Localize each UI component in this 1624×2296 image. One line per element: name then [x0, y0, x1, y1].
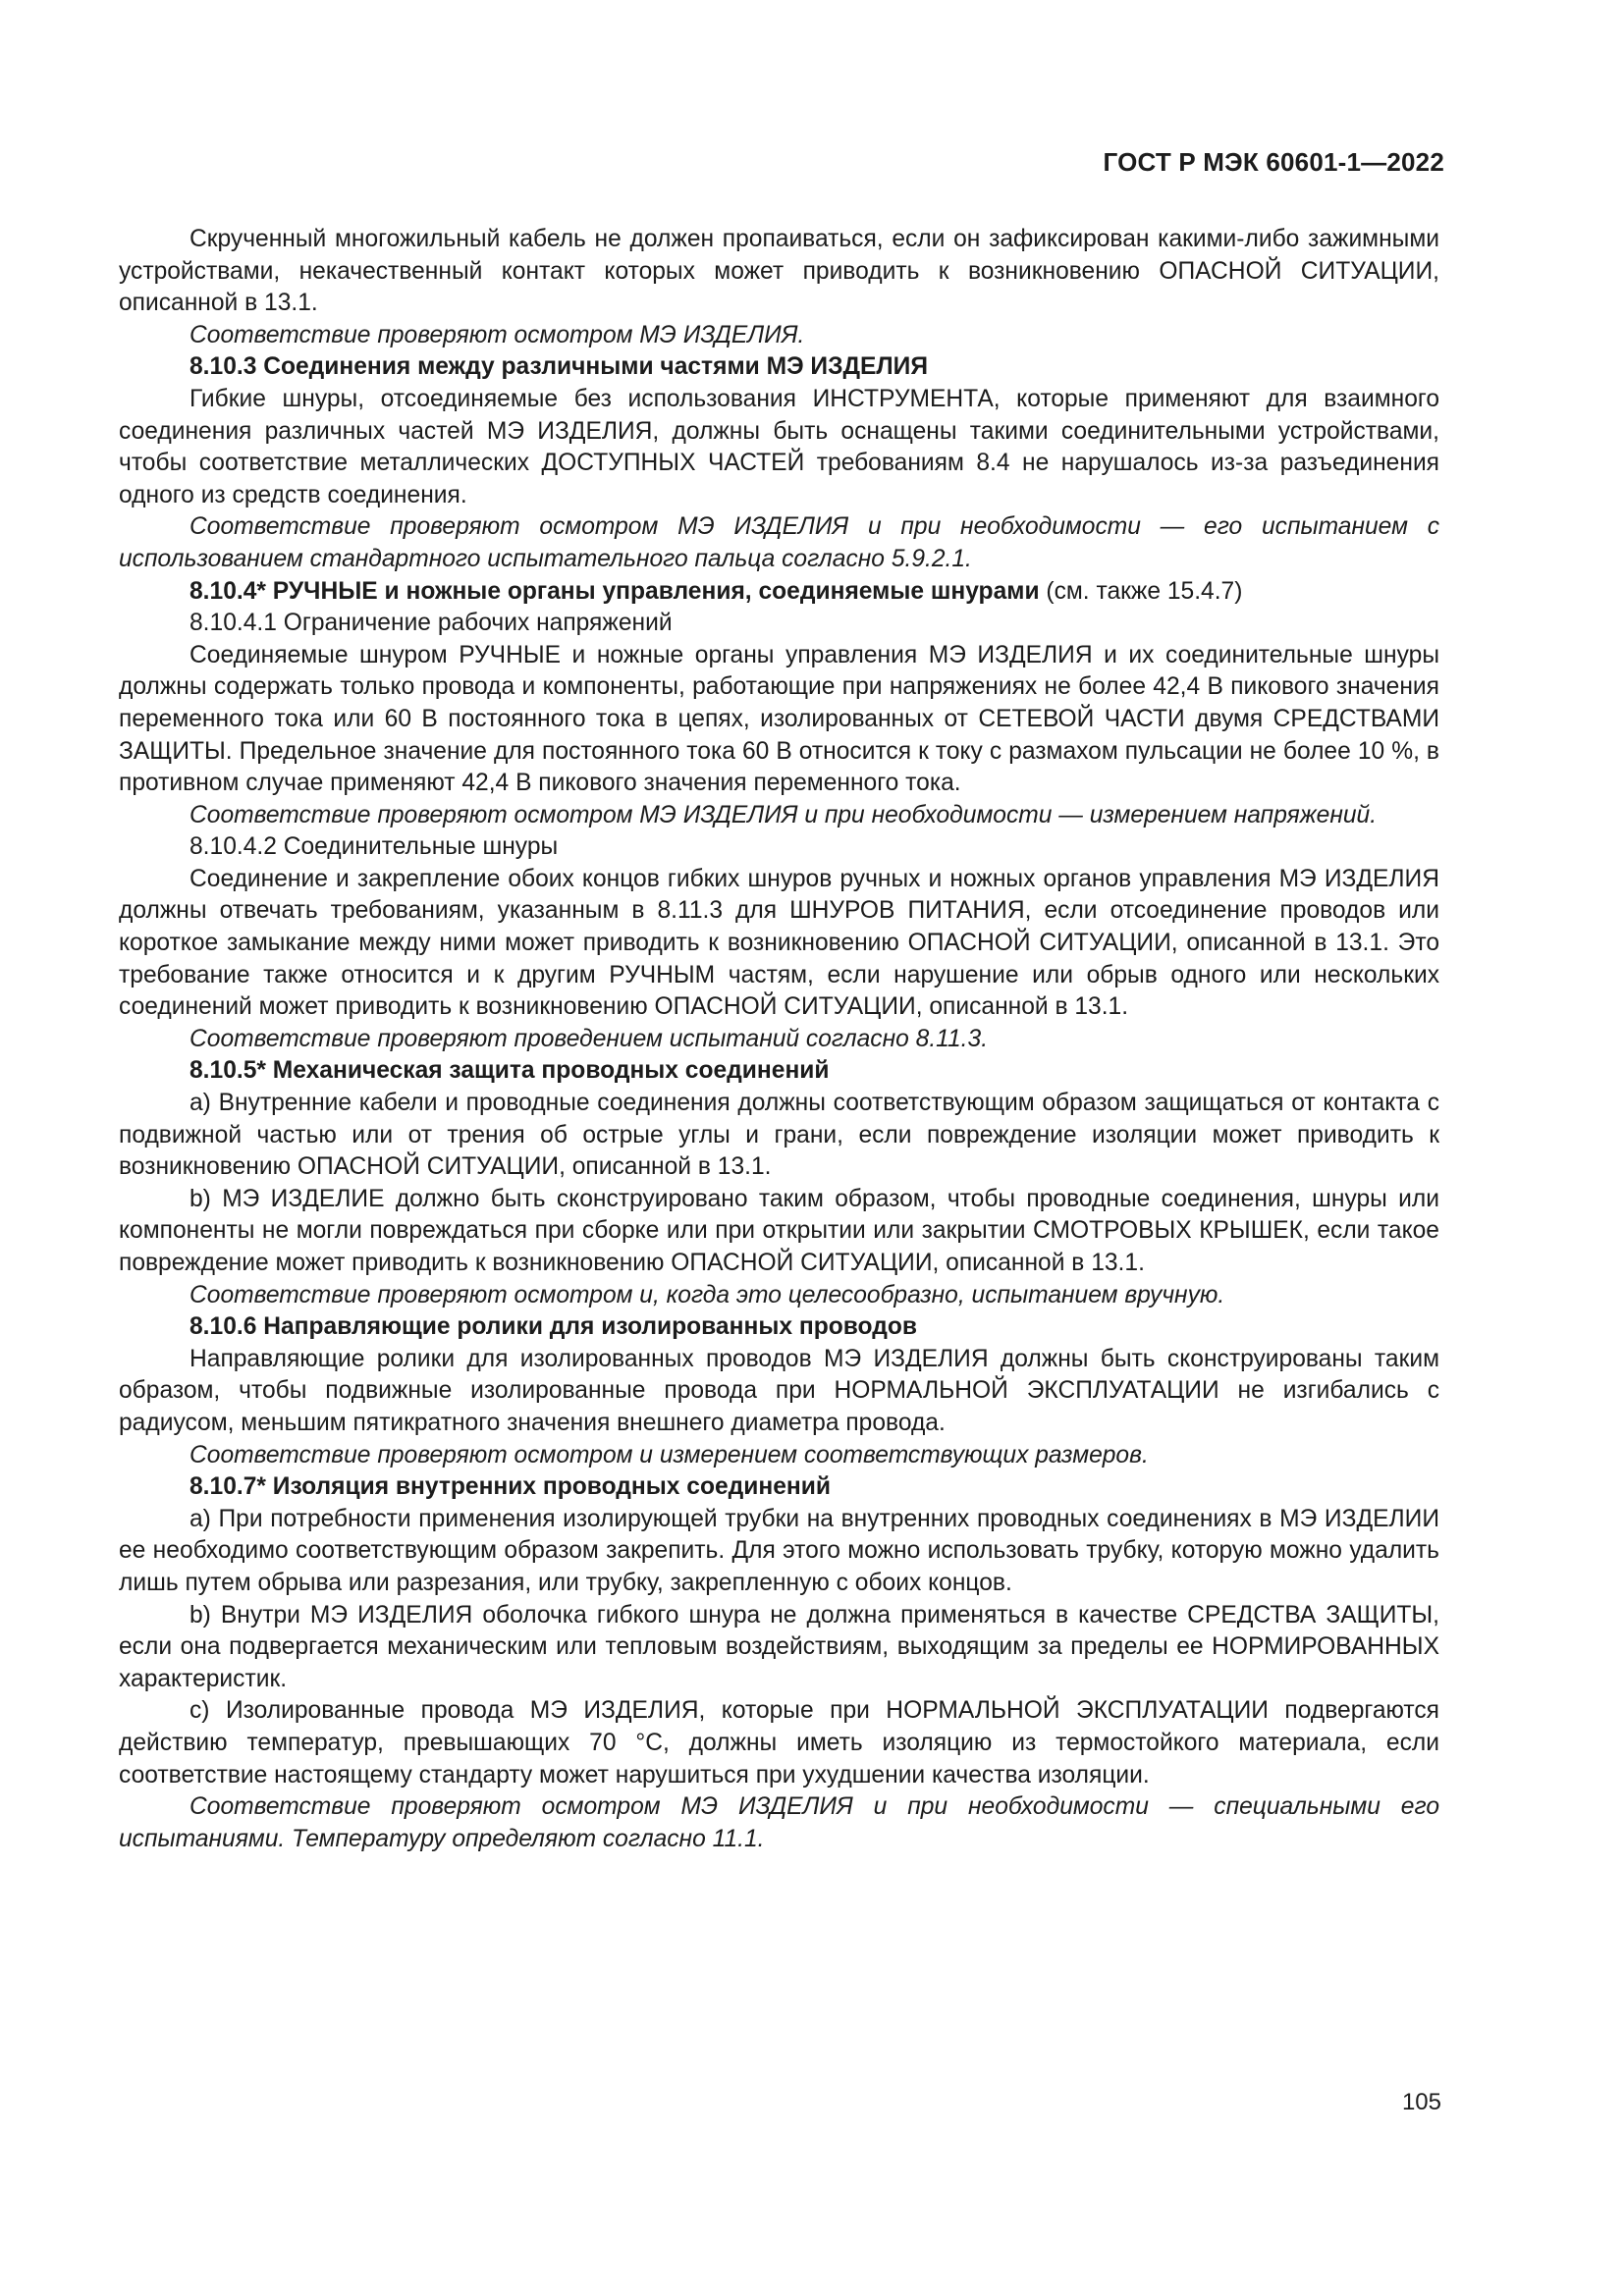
- section-heading: 8.10.5* Механическая защита проводных соединений: [189, 1057, 830, 1085]
- subsection-title: 8.10.4.2 Соединительные шнуры: [189, 833, 559, 861]
- section-heading: [119, 576, 1439, 609]
- compliance-note: Соответствие проверяют осмотром МЭ ИЗДЕЛИЯ и при необходимости — измерением напряжений.: [189, 801, 1378, 828]
- compliance-note: Соответствие проверяют осмотром МЭ ИЗДЕЛИЯ и при необходимости — его испытанием с использованием стандартного испытательного пальца согласно 5.9.2.1.: [119, 513, 1439, 572]
- page-number: 105: [1401, 2089, 1441, 2115]
- paragraph: Соединение и закрепление обоих концов гибких шнуров ручных и ножных органов управления МЭ ИЗДЕЛИЯ должны отвечать требованиям, указанным в 8.11.3 для ШНУРОВ ПИТАНИЯ, если отсоединение проводов или короткое замыкание между ними может приводить к возникновению ОПАСНОЙ СИТУАЦИИ, описанной в 13.1. Это требование также относится и к другим РУЧНЫМ частям, если нарушение или обрыв одного или нескольких соединений может приводить к возникновению ОПАСНОЙ СИТУАЦИИ, описанной в 13.1.: [119, 865, 1439, 1021]
- section-heading-title: 8.10.4* РУЧНЫЕ и ножные органы управления, соединяемые шнурами: [189, 577, 1040, 605]
- list-item: b) Внутри МЭ ИЗДЕЛИЯ оболочка гибкого шнура не должна применяться в качестве СРЕДСТВА ЗАЩИТЫ, если она подвергается механическим или тепловым воздействиям, выходящим за пределы ее НОРМИРОВАННЫХ характеристик.: [119, 1601, 1439, 1692]
- paragraph: Направляющие ролики для изолированных проводов МЭ ИЗДЕЛИЯ должны быть сконструированы таким образом, чтобы подвижные изолированные провода при НОРМАЛЬНОЙ ЭКСПЛУАТАЦИИ не изгибались с радиусом, меньшим пятикратного значения внешнего диаметра провода.: [119, 1345, 1439, 1436]
- paragraph: Гибкие шнуры, отсоединяемые без использования ИНСТРУМЕНТА, которые применяют для взаимного соединения различных частей МЭ ИЗДЕЛИЯ, должны быть оснащены такими соединительными устройствами, чтобы соответствие металлических ДОСТУПНЫХ ЧАСТЕЙ требованиям 8.4 не нарушалось из-за разъединения одного из средств соединения.: [119, 385, 1439, 508]
- compliance-note: Соответствие проверяют осмотром МЭ ИЗДЕЛИЯ и при необходимости — специальными его испытаниями. Температуру определяют согласно 11.1.: [119, 1793, 1439, 1852]
- list-item: b) МЭ ИЗДЕЛИЕ должно быть сконструировано таким образом, чтобы проводные соединения, шнуры или компоненты не могли повреждаться при сборке или при открытии или закрытии СМОТРОВЫХ КРЫШЕК, если такое повреждение может приводить к возникновению ОПАСНОЙ СИТУАЦИИ, описанной в 13.1.: [119, 1185, 1439, 1276]
- list-item: c) Изолированные провода МЭ ИЗДЕЛИЯ, которые при НОРМАЛЬНОЙ ЭКСПЛУАТАЦИИ подвергаются действию температур, превышающих 70 °C, должны иметь изоляцию из термостойкого материала, если соответствие настоящему стандарту может нарушиться при ухудшении качества изоляции.: [119, 1697, 1439, 1789]
- compliance-note: Соответствие проверяют проведением испытаний согласно 8.11.3.: [189, 1025, 989, 1052]
- document-body: [119, 224, 1439, 1855]
- compliance-note: Соответствие проверяют осмотром и, когда это целесообразно, испытанием вручную.: [189, 1281, 1225, 1308]
- paragraph: Соединяемые шнуром РУЧНЫЕ и ножные органы управления МЭ ИЗДЕЛИЯ и их соединительные шнуры должны содержать только провода и компоненты, работающие при напряжениях не более 42,4 В пикового значения переменного тока или 60 В постоянного тока в цепях, изолированных от СЕТЕВОЙ ЧАСТИ двумя СРЕДСТВАМИ ЗАЩИТЫ. Предельное значение для постоянного тока 60 В относится к току с размахом пульсации не более 10 %, в противном случае применяют 42,4 В пикового значения переменного тока.: [119, 641, 1439, 797]
- section-heading: 8.10.6 Направляющие ролики для изолированных проводов: [189, 1313, 917, 1341]
- document-header: ГОСТ Р МЭК 60601-1—2022: [1103, 147, 1444, 177]
- subsection-title: 8.10.4.1 Ограничение рабочих напряжений: [189, 610, 673, 637]
- compliance-note: Соответствие проверяют осмотром и измерением соответствующих размеров.: [189, 1441, 1149, 1468]
- section-heading: 8.10.3 Соединения между различными частями МЭ ИЗДЕЛИЯ: [189, 353, 929, 381]
- paragraph: Скрученный многожильный кабель не должен пропаиваться, если он зафиксирован какими-либо зажимными устройствами, некачественный контакт которых может приводить к возникновению ОПАСНОЙ СИТУАЦИИ, описанной в 13.1.: [119, 226, 1439, 317]
- section-heading-reference: (см. также 15.4.7): [1039, 577, 1243, 605]
- compliance-note: Соответствие проверяют осмотром МЭ ИЗДЕЛИЯ.: [189, 321, 805, 348]
- section-heading: 8.10.7* Изоляция внутренних проводных соединений: [189, 1473, 832, 1501]
- list-item: a) Внутренние кабели и проводные соединения должны соответствующим образом защищаться от контакта с подвижной частью или от трения об острые углы и грани, если повреждение изоляции может приводить к возникновению ОПАСНОЙ СИТУАЦИИ, описанной в 13.1.: [119, 1090, 1439, 1181]
- list-item: a) При потребности применения изолирующей трубки на внутренних проводных соединениях в МЭ ИЗДЕЛИИ ее необходимо соответствующим образом закрепить. Для этого можно использовать трубку, которую можно удалить лишь путем обрыва или разрезания, или трубку, закрепленную с обоих концов.: [119, 1505, 1439, 1596]
